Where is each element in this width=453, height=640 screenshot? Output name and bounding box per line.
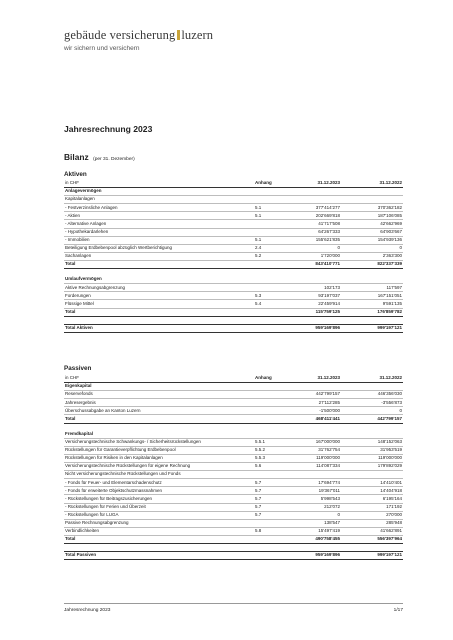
row-note bbox=[254, 276, 279, 284]
row-value-2023 bbox=[279, 316, 341, 324]
header-year-2022: 31.12.2022 bbox=[341, 180, 403, 188]
table-total-row bbox=[64, 535, 403, 543]
row-value-2023: 0 bbox=[279, 511, 341, 519]
row-value-2022 bbox=[341, 196, 403, 204]
row-note: 5.2 bbox=[254, 252, 279, 260]
table-row bbox=[64, 220, 403, 228]
table-row bbox=[64, 204, 403, 212]
row-value-2022: -3'556'873 bbox=[341, 399, 403, 407]
row-label: Versicherungstechnische Schwankungs- / Sicherheitsrückstellungen bbox=[64, 438, 254, 446]
logo-mark-icon bbox=[177, 30, 180, 40]
row-value-2023: 19'367'011 bbox=[279, 487, 341, 495]
row-note bbox=[254, 383, 279, 391]
row-label: Reservefonds bbox=[64, 391, 254, 399]
row-value-2022: 14'410'401 bbox=[341, 479, 403, 487]
row-value-2022: 64'903'667 bbox=[341, 228, 403, 236]
header-currency: in CHF bbox=[64, 180, 254, 188]
row-note: 5.3 bbox=[254, 292, 279, 300]
table-row bbox=[64, 471, 403, 479]
row-value-2023: 843'410'771 bbox=[279, 260, 341, 268]
row-value-2023: 1'720'000 bbox=[279, 252, 341, 260]
row-label: - Rückstellungen für Ferien und Überzeit bbox=[64, 503, 254, 511]
row-note: 5.4 bbox=[254, 300, 279, 308]
row-value-2023: 41'717'508 bbox=[279, 220, 341, 228]
row-value-2022: 999'197'121 bbox=[341, 552, 403, 560]
row-label: Aktive Rechnungsabgrenzung bbox=[64, 284, 254, 292]
row-label: - Rückstellungen für Beitragszusicherungen bbox=[64, 495, 254, 503]
row-note bbox=[254, 399, 279, 407]
document-title: Jahresrechnung 2023 bbox=[64, 124, 153, 134]
row-label: - Immobilien bbox=[64, 236, 254, 244]
table-subheading-row bbox=[64, 383, 403, 391]
row-value-2022: 0 bbox=[341, 407, 403, 415]
table-header-row bbox=[64, 375, 403, 383]
row-label: Passive Rechnungsabgrenzung bbox=[64, 519, 254, 527]
header-year-2023: 31.12.2023 bbox=[279, 375, 341, 383]
row-label: Sachanlagen bbox=[64, 252, 254, 260]
row-label: - Festverzinsliche Anlagen bbox=[64, 204, 254, 212]
row-value-2023: 167'000'000 bbox=[279, 438, 341, 446]
table-row bbox=[64, 454, 403, 462]
row-note: 5.5.2 bbox=[254, 446, 279, 454]
row-value-2022: 117'597 bbox=[341, 284, 403, 292]
row-value-2023: 377'414'277 bbox=[279, 204, 341, 212]
row-note: 5.1 bbox=[254, 204, 279, 212]
row-label: Forderungen bbox=[64, 292, 254, 300]
table-row bbox=[64, 300, 403, 308]
row-value-2023: 102'173 bbox=[279, 284, 341, 292]
row-note bbox=[254, 431, 279, 439]
aktiven-table bbox=[64, 180, 403, 333]
section-heading bbox=[64, 147, 135, 165]
row-label: Total bbox=[64, 308, 254, 316]
row-value-2023 bbox=[279, 188, 341, 196]
row-value-2023: 17'694'774 bbox=[279, 479, 341, 487]
table-subheading-row bbox=[64, 431, 403, 439]
row-value-2023 bbox=[279, 543, 341, 551]
table-row bbox=[64, 284, 403, 292]
row-value-2022: 42'662'969 bbox=[341, 220, 403, 228]
footer-document-title: Jahresrechnung 2023 bbox=[64, 608, 111, 613]
table-row bbox=[64, 519, 403, 527]
logo-text-left: gebäude versicherung bbox=[64, 28, 176, 42]
row-value-2022: 31'953'519 bbox=[341, 446, 403, 454]
row-label: Total bbox=[64, 535, 254, 543]
row-label: Flüssige Mittel bbox=[64, 300, 254, 308]
table-total-row bbox=[64, 552, 403, 560]
table-spacer-row bbox=[64, 269, 403, 277]
row-value-2022: 41'662'891 bbox=[341, 527, 403, 535]
row-label: Rückstellungen für Garantieverpflichtung Erdbebenpool bbox=[64, 446, 254, 454]
row-value-2023: 93'197'037 bbox=[279, 292, 341, 300]
row-note: 2.4 bbox=[254, 244, 279, 252]
row-note: 5.7 bbox=[254, 495, 279, 503]
row-note bbox=[254, 308, 279, 316]
row-note: 5.7 bbox=[254, 503, 279, 511]
row-value-2023 bbox=[279, 276, 341, 284]
logo-tagline: wir sichern und versichern bbox=[64, 45, 140, 52]
row-value-2022: 171'192 bbox=[341, 503, 403, 511]
row-label: Jahresergebnis bbox=[64, 399, 254, 407]
row-label: Nicht versicherungstechnische Rückstellungen und Fonds bbox=[64, 471, 254, 479]
row-value-2023: 212'072 bbox=[279, 503, 341, 511]
row-value-2023: 22'459'914 bbox=[279, 300, 341, 308]
table-row bbox=[64, 292, 403, 300]
logo-wordmark bbox=[64, 28, 213, 43]
table-spacer-row bbox=[64, 316, 403, 324]
row-note bbox=[254, 324, 279, 332]
table-subheading-row bbox=[64, 188, 403, 196]
row-label: Überschussabgabe an Kanton Luzern bbox=[64, 407, 254, 415]
row-value-2022: 148'152'063 bbox=[341, 438, 403, 446]
row-value-2023 bbox=[279, 471, 341, 479]
logo-text-right: luzern bbox=[181, 28, 214, 42]
row-label: Total bbox=[64, 415, 254, 423]
row-value-2022 bbox=[341, 543, 403, 551]
row-note bbox=[254, 228, 279, 236]
row-value-2022: 822'337'339 bbox=[341, 260, 403, 268]
row-note: 5.1 bbox=[254, 236, 279, 244]
table-row bbox=[64, 495, 403, 503]
table-row bbox=[64, 228, 403, 236]
footer-page-number: 1/17 bbox=[393, 608, 403, 613]
row-value-2022: 187'106'085 bbox=[341, 212, 403, 220]
table-row bbox=[64, 399, 403, 407]
row-value-2023: 138'547 bbox=[279, 519, 341, 527]
row-label bbox=[64, 543, 254, 551]
row-note bbox=[254, 284, 279, 292]
row-value-2023: 114'087'334 bbox=[279, 463, 341, 471]
row-value-2022: 167'151'051 bbox=[341, 292, 403, 300]
table-subheading-row bbox=[64, 276, 403, 284]
row-value-2023: 115'759'125 bbox=[279, 308, 341, 316]
header-note: Anhang bbox=[254, 375, 279, 383]
row-label: - Aktien bbox=[64, 212, 254, 220]
passiven-table bbox=[64, 375, 403, 560]
row-note bbox=[254, 188, 279, 196]
row-value-2023 bbox=[279, 196, 341, 204]
table-row bbox=[64, 212, 403, 220]
table-total-row bbox=[64, 308, 403, 316]
row-note bbox=[254, 423, 279, 431]
row-note bbox=[254, 260, 279, 268]
row-label: Kapitalanlagen bbox=[64, 196, 254, 204]
row-value-2022: 0 bbox=[341, 244, 403, 252]
row-note: 5.7 bbox=[254, 479, 279, 487]
table-row bbox=[64, 196, 403, 204]
row-note bbox=[254, 552, 279, 560]
row-value-2022: 999'197'121 bbox=[341, 324, 403, 332]
row-value-2023: 5'998'543 bbox=[279, 495, 341, 503]
row-note bbox=[254, 543, 279, 551]
header-note: Anhang bbox=[254, 180, 279, 188]
company-logo bbox=[64, 28, 213, 52]
row-value-2022 bbox=[341, 276, 403, 284]
table-row bbox=[64, 479, 403, 487]
table-row bbox=[64, 446, 403, 454]
row-value-2022: 446'356'030 bbox=[341, 391, 403, 399]
row-note bbox=[254, 471, 279, 479]
row-label: Umlaufvermögen bbox=[64, 276, 254, 284]
row-note bbox=[254, 316, 279, 324]
row-note bbox=[254, 269, 279, 277]
row-label: Verbindlichkeiten bbox=[64, 527, 254, 535]
row-value-2022: 119'000'000 bbox=[341, 454, 403, 462]
row-label: Rückstellungen für Risiken in den Kapitalanlagen bbox=[64, 454, 254, 462]
table-row bbox=[64, 503, 403, 511]
row-note: 5.5.1 bbox=[254, 438, 279, 446]
row-label bbox=[64, 316, 254, 324]
row-value-2023: 959'169'896 bbox=[279, 552, 341, 560]
row-label: - Fonds für Feuer- und Elementarschadenschutz bbox=[64, 479, 254, 487]
table-row bbox=[64, 463, 403, 471]
row-value-2023: 959'169'896 bbox=[279, 324, 341, 332]
row-label: Beteiligung Erdbebenpool abzüglich Wertberichtigung bbox=[64, 244, 254, 252]
row-note: 5.7 bbox=[254, 487, 279, 495]
row-value-2023 bbox=[279, 269, 341, 277]
row-note: 5.7 bbox=[254, 511, 279, 519]
table-total-row bbox=[64, 324, 403, 332]
row-value-2023: 202'669'818 bbox=[279, 212, 341, 220]
section-title: Bilanz bbox=[64, 152, 89, 162]
row-note bbox=[254, 220, 279, 228]
row-value-2022 bbox=[341, 383, 403, 391]
row-label: Eigenkapital bbox=[64, 383, 254, 391]
table-row bbox=[64, 407, 403, 415]
row-value-2022: 154'939'136 bbox=[341, 236, 403, 244]
table-row bbox=[64, 236, 403, 244]
row-value-2022: 9'591'135 bbox=[341, 300, 403, 308]
row-label: Fremdkapital bbox=[64, 431, 254, 439]
table-spacer-row bbox=[64, 543, 403, 551]
row-value-2023: 119'000'000 bbox=[279, 454, 341, 462]
row-note: 5.5.3 bbox=[254, 454, 279, 462]
passiven-title: Passiven bbox=[64, 365, 92, 372]
row-note bbox=[254, 415, 279, 423]
table-header-row bbox=[64, 180, 403, 188]
row-value-2022: 2'363'300 bbox=[341, 252, 403, 260]
row-label: Versicherungstechnische Rückstellungen für eigene Rechnung bbox=[64, 463, 254, 471]
row-value-2022 bbox=[341, 316, 403, 324]
row-value-2023: 155'621'835 bbox=[279, 236, 341, 244]
table-row bbox=[64, 252, 403, 260]
row-value-2023: 442'799'157 bbox=[279, 391, 341, 399]
row-note bbox=[254, 196, 279, 204]
row-label: - Fonds für erweiterte Objektschutzmassnahmen bbox=[64, 487, 254, 495]
row-value-2023: 64'267'333 bbox=[279, 228, 341, 236]
section-date-note: (per 31. Dezember) bbox=[93, 157, 135, 162]
row-label: Total Passiven bbox=[64, 552, 254, 560]
table-row bbox=[64, 244, 403, 252]
table-row bbox=[64, 527, 403, 535]
table-total-row bbox=[64, 415, 403, 423]
row-value-2023 bbox=[279, 423, 341, 431]
aktiven-title: Aktiven bbox=[64, 171, 87, 178]
row-value-2023: 27'112'285 bbox=[279, 399, 341, 407]
row-label: - Rückstellungen für LUGA bbox=[64, 511, 254, 519]
row-value-2023 bbox=[279, 431, 341, 439]
row-note bbox=[254, 519, 279, 527]
row-value-2022: 6'195'164 bbox=[341, 495, 403, 503]
header-currency: in CHF bbox=[64, 375, 254, 383]
footer-divider bbox=[64, 603, 403, 604]
row-note: 5.6 bbox=[254, 463, 279, 471]
row-note: 5.1 bbox=[254, 212, 279, 220]
row-value-2022 bbox=[341, 423, 403, 431]
row-label bbox=[64, 269, 254, 277]
row-label bbox=[64, 423, 254, 431]
table-spacer-row bbox=[64, 423, 403, 431]
table-row bbox=[64, 511, 403, 519]
table-total-row bbox=[64, 260, 403, 268]
table-row bbox=[64, 391, 403, 399]
row-value-2023 bbox=[279, 383, 341, 391]
row-value-2022: 14'404'918 bbox=[341, 487, 403, 495]
row-value-2023: 15'497'419 bbox=[279, 527, 341, 535]
table-row bbox=[64, 438, 403, 446]
row-value-2022: 176'859'782 bbox=[341, 308, 403, 316]
row-value-2022 bbox=[341, 269, 403, 277]
row-note bbox=[254, 407, 279, 415]
row-label: - Hypothekardarlehen bbox=[64, 228, 254, 236]
row-value-2023: 468'411'441 bbox=[279, 415, 341, 423]
row-value-2022: 442'799'157 bbox=[341, 415, 403, 423]
header-year-2022: 31.12.2022 bbox=[341, 375, 403, 383]
table-row bbox=[64, 487, 403, 495]
row-value-2022: 285'948 bbox=[341, 519, 403, 527]
row-label: Total bbox=[64, 260, 254, 268]
row-note bbox=[254, 391, 279, 399]
row-value-2022: 370'362'182 bbox=[341, 204, 403, 212]
row-label: Total Aktiven bbox=[64, 324, 254, 332]
row-value-2022 bbox=[341, 431, 403, 439]
row-value-2023: 0 bbox=[279, 244, 341, 252]
row-value-2022 bbox=[341, 471, 403, 479]
row-note: 5.8 bbox=[254, 527, 279, 535]
row-label: Anlagevermögen bbox=[64, 188, 254, 196]
row-value-2023: -1'500'000 bbox=[279, 407, 341, 415]
row-note bbox=[254, 535, 279, 543]
row-value-2022: 270'000 bbox=[341, 511, 403, 519]
row-label: - Alternative Anlagen bbox=[64, 220, 254, 228]
row-value-2022 bbox=[341, 188, 403, 196]
row-value-2022: 179'892'029 bbox=[341, 463, 403, 471]
row-value-2023: 31'762'754 bbox=[279, 446, 341, 454]
row-value-2022: 556'397'964 bbox=[341, 535, 403, 543]
header-year-2023: 31.12.2023 bbox=[279, 180, 341, 188]
row-value-2023: 490'758'455 bbox=[279, 535, 341, 543]
